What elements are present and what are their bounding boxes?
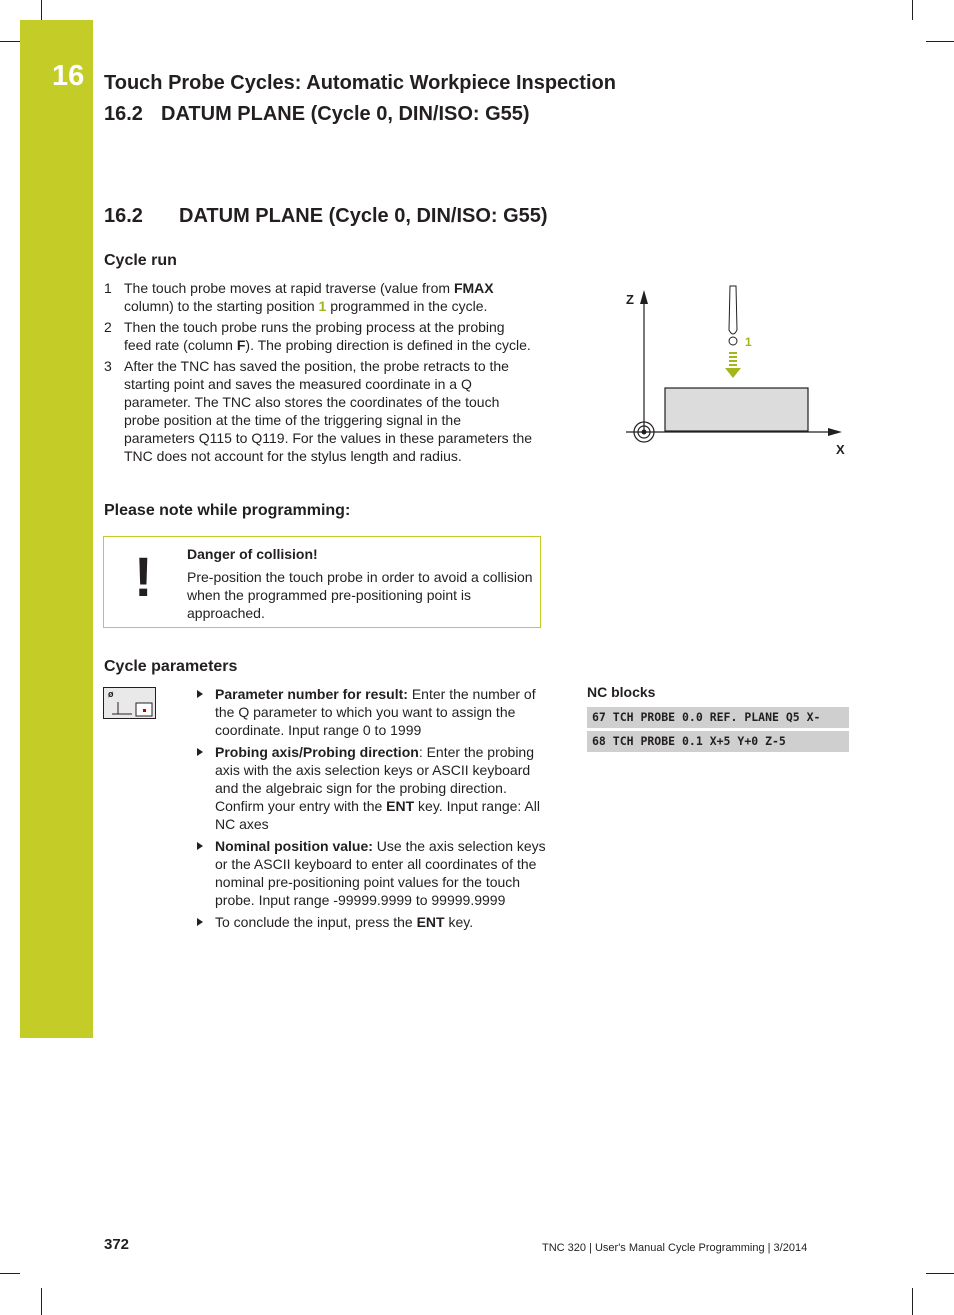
crop-mark: [926, 1273, 954, 1274]
param-name: Parameter number for result:: [215, 686, 408, 702]
item-text: ). The probing direction is defined in the cycle.: [245, 337, 531, 353]
section-title: [104, 205, 548, 228]
cycle-softkey-icon: [103, 687, 156, 719]
bullet-arrow-icon: [197, 690, 203, 698]
warning-box: [103, 536, 541, 628]
param-name: Probing axis/Probing direction: [215, 744, 419, 760]
list-item: [104, 279, 534, 315]
warning-text: Pre-position the touch probe in order to avoid a collision when the programmed pre-positioning point is approached.: [187, 569, 533, 621]
list-item: [197, 743, 557, 833]
nc-block-row: 68 TCH PROBE 0.1 X+5 Y+0 Z-5: [587, 731, 849, 752]
crop-mark: [41, 0, 42, 20]
nc-blocks-heading: NC blocks: [587, 684, 656, 700]
param-name: Nominal position value:: [215, 838, 373, 854]
direction-dash: [729, 356, 737, 358]
key-name: ENT: [386, 798, 415, 814]
keyword: FMAX: [453, 280, 494, 296]
workpiece: [665, 388, 808, 431]
item-number: 3: [104, 358, 112, 374]
direction-dash: [729, 352, 737, 354]
running-header-number: 16.2: [104, 103, 143, 125]
bullet-arrow-icon: [197, 842, 203, 850]
crop-mark: [0, 41, 20, 42]
list-item: [104, 318, 534, 354]
section-number: 16.2: [104, 205, 143, 227]
crop-mark: [912, 1288, 913, 1315]
note-heading: Please note while programming:: [104, 502, 351, 519]
running-header-title: DATUM PLANE (Cycle 0, DIN/ISO: G55): [161, 103, 530, 125]
cycle-run-list: [104, 279, 534, 468]
crop-mark: [912, 0, 913, 20]
page-number: 372: [104, 1236, 130, 1253]
direction-dash: [729, 364, 737, 366]
crop-mark: [0, 1273, 20, 1274]
list-item: [197, 837, 557, 909]
page-footer: TNC 320 | User's Manual Cycle Programming | 3/2014: [542, 1242, 808, 1254]
chapter-title: Touch Probe Cycles: Automatic Workpiece Inspection: [104, 72, 616, 94]
list-item: [197, 913, 557, 931]
param-text: key.: [444, 914, 474, 930]
running-header: [104, 103, 530, 126]
cycle-run-heading: Cycle run: [104, 252, 177, 269]
keyword: F: [236, 337, 246, 353]
item-text: After the TNC has saved the position, the probe retracts to the starting point and saves the measured coordinate in a Q parameter. The TNC also stores the coordinates of the touch probe position at the time of the triggering signal in the parameters Q115 to Q119. For the values in these parameters the TNC does not account for the stylus length and radius.: [124, 358, 533, 464]
probe-tip-icon: [729, 337, 737, 345]
list-item: [104, 357, 534, 465]
softkey-graphic: [110, 700, 154, 718]
item-text: The touch probe moves at rapid traverse (value from: [124, 280, 454, 296]
section-title-text: DATUM PLANE (Cycle 0, DIN/ISO: G55): [179, 205, 548, 227]
probing-direction-arrow-icon: [725, 368, 741, 378]
bullet-arrow-icon: [197, 748, 203, 756]
warning-title: Danger of collision!: [187, 546, 318, 562]
key-name: ENT: [416, 914, 445, 930]
item-number: 1: [104, 280, 112, 296]
crop-mark: [41, 1288, 42, 1315]
parameter-list: [197, 685, 557, 935]
datum-center: [642, 430, 647, 435]
item-text: column) to the starting position: [124, 298, 319, 314]
param-text: To conclude the input, press the: [215, 914, 417, 930]
param-text: Use the axis selection keys or the ASCII keyboard to enter all coordinates of the nominal pre-positioning point values for the touch probe. Input range -99999.9999 to 99999.9999: [215, 838, 546, 908]
x-axis-label: X: [836, 442, 845, 457]
stylus-icon: [729, 286, 737, 334]
exclamation-icon: !: [134, 545, 153, 608]
item-text: Then the touch probe runs the probing process at the probing feed rate (column: [124, 319, 505, 353]
cycle-parameters-heading: Cycle parameters: [104, 658, 238, 675]
position-label: 1: [745, 335, 752, 349]
probe-figure: [620, 280, 860, 460]
z-arrow-icon: [640, 290, 648, 304]
x-arrow-icon: [828, 428, 842, 436]
bullet-arrow-icon: [197, 918, 203, 926]
param-text: Enter the number of the Q parameter to which you want to assign the coordinate. Input range 0 to 1999: [215, 686, 536, 738]
softkey-label: ø: [108, 689, 114, 699]
position-ref: 1: [318, 298, 327, 314]
chapter-number: 16: [52, 60, 85, 92]
chapter-sidebar: [20, 20, 93, 1038]
z-axis-label: Z: [626, 292, 634, 307]
item-text: programmed in the cycle.: [326, 298, 488, 314]
nc-block-row: 67 TCH PROBE 0.0 REF. PLANE Q5 X-: [587, 707, 849, 728]
list-item: [197, 685, 557, 739]
param-text: : Enter the probing axis with the axis selection keys or ASCII keyboard and the algebraic sign for the probing direction. Confirm your entry with the: [215, 744, 534, 814]
direction-dash: [729, 360, 737, 362]
item-number: 2: [104, 319, 112, 335]
crop-mark: [926, 41, 954, 42]
param-text: key. Input range: All NC axes: [215, 798, 540, 832]
